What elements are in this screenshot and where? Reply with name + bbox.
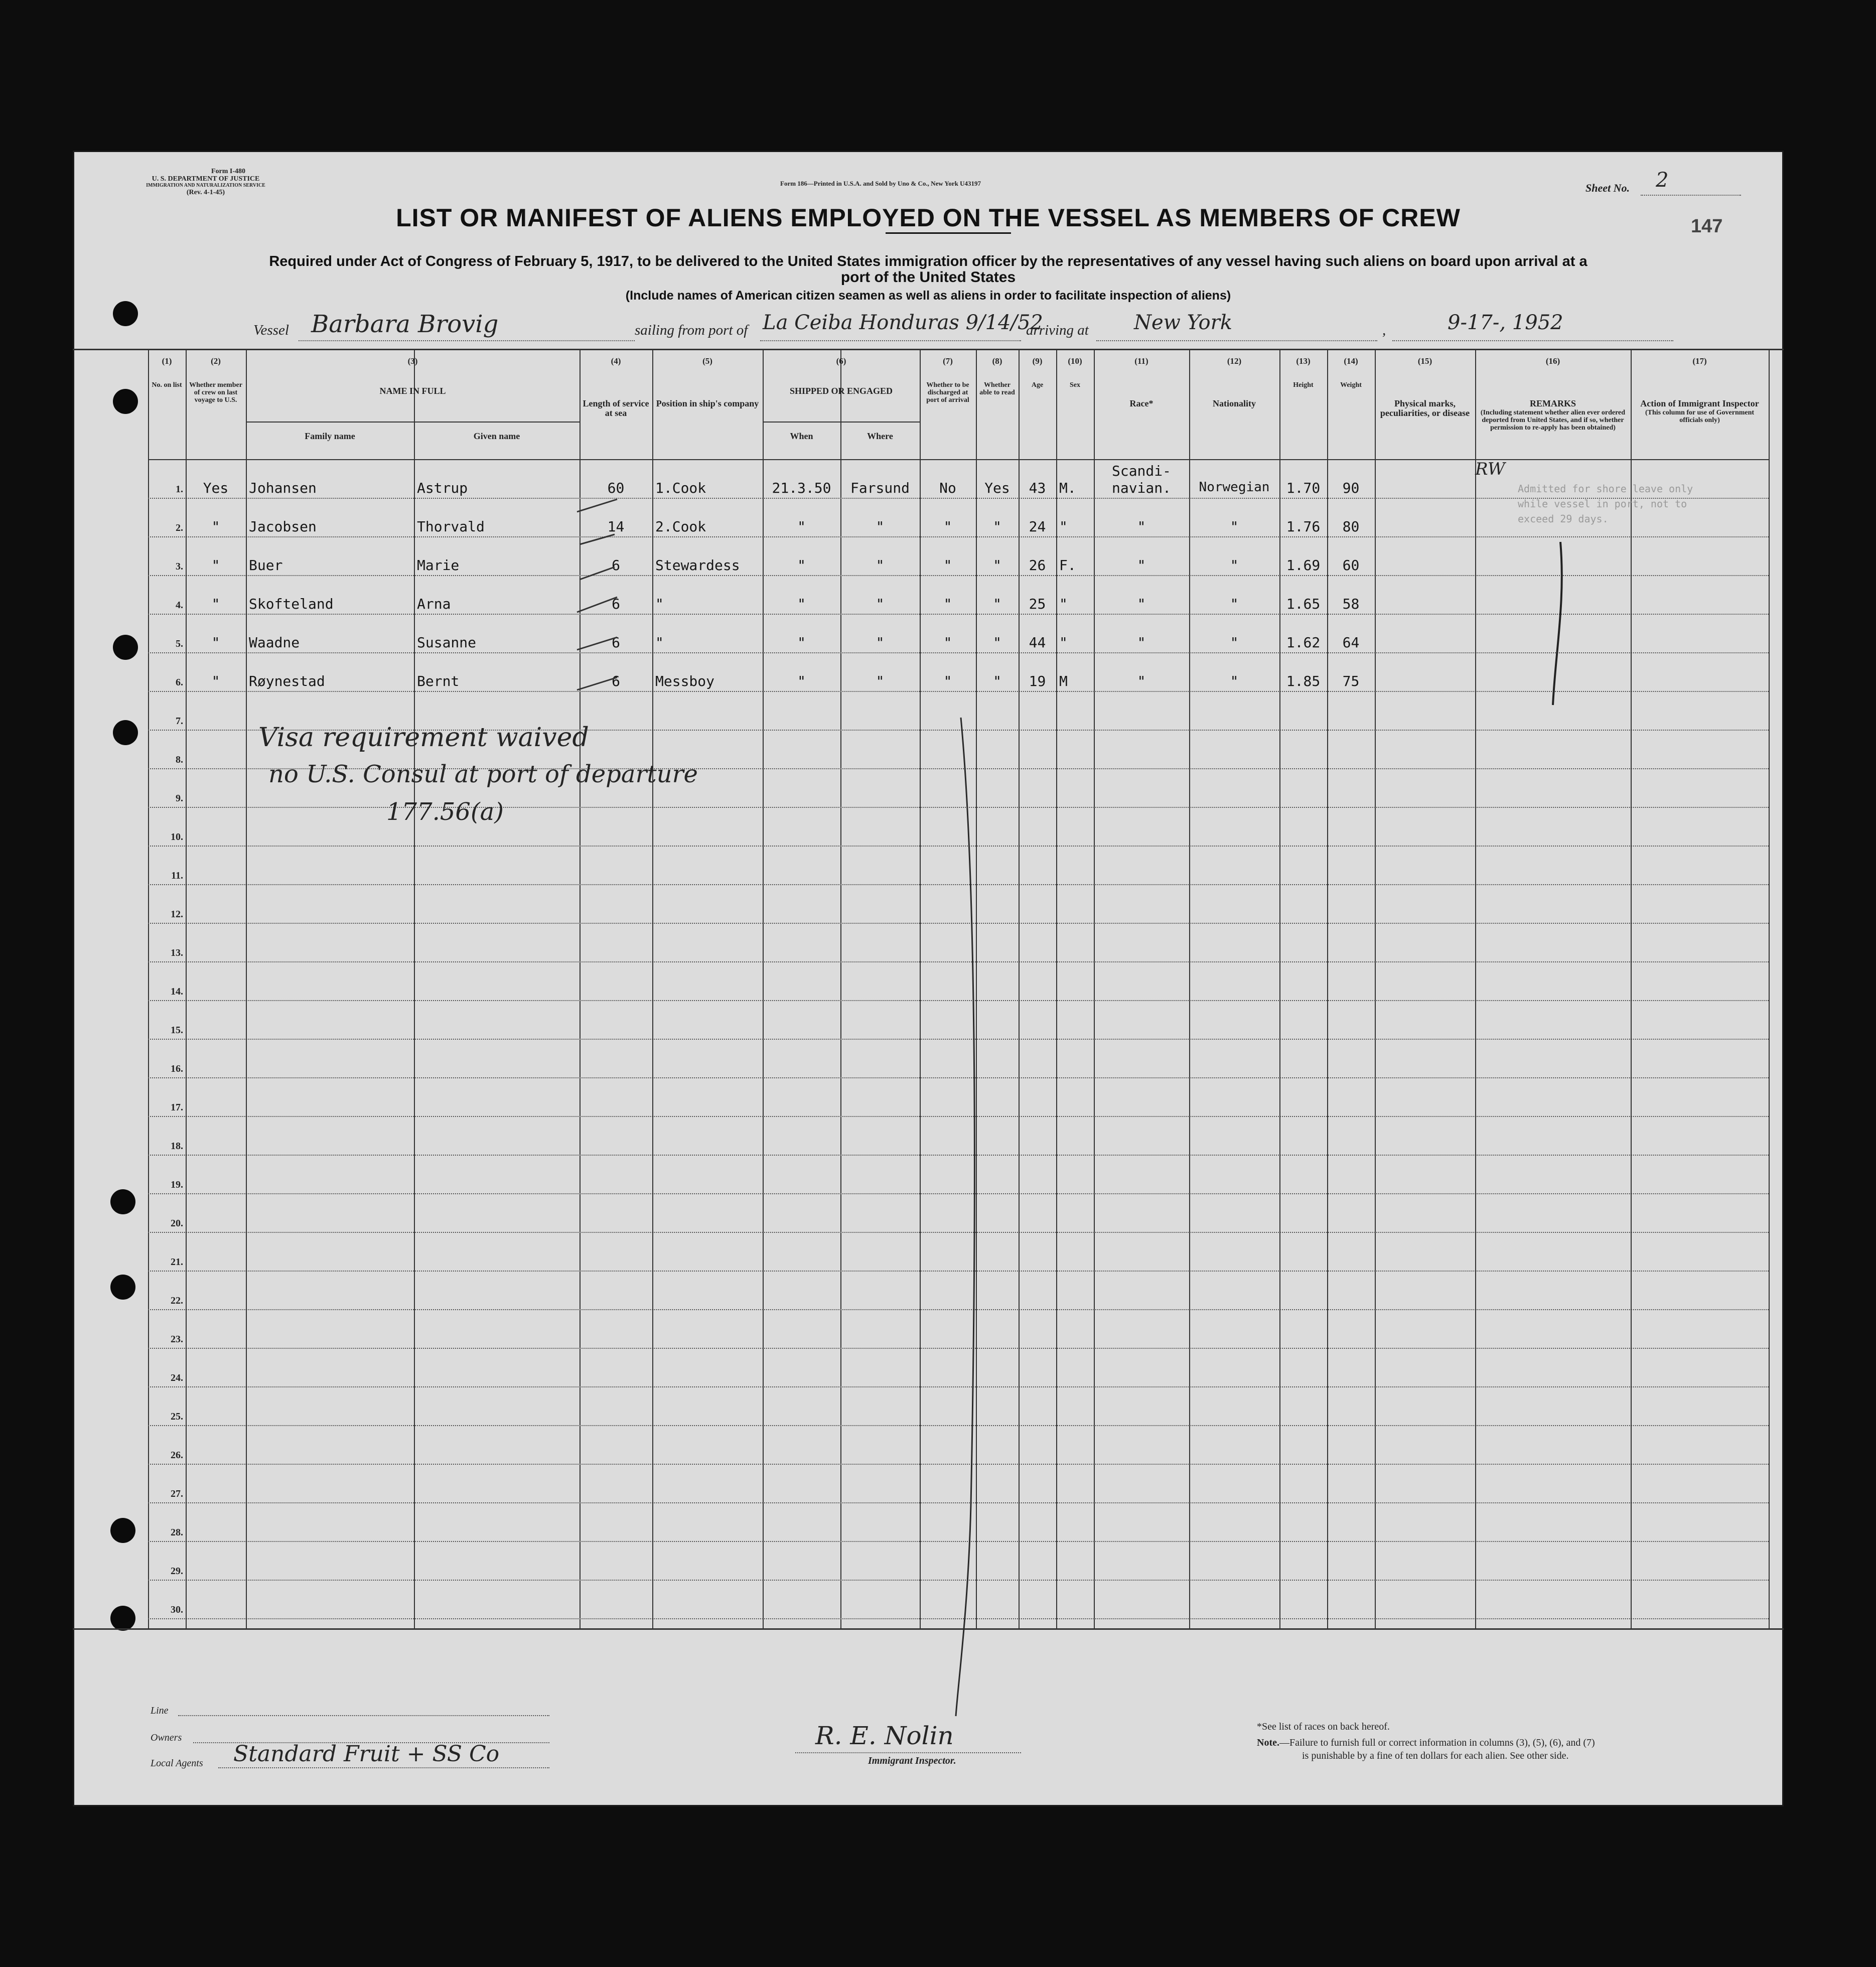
row-number: 15. bbox=[171, 1025, 183, 1036]
column-number: (14) bbox=[1344, 356, 1358, 366]
crew-cell-nationality: " bbox=[1230, 634, 1239, 651]
crew-cell-race: " bbox=[1137, 557, 1146, 574]
crew-cell-discharged: " bbox=[943, 673, 952, 689]
crew-cell-service: 60 bbox=[607, 480, 625, 496]
crew-cell-where: " bbox=[876, 634, 885, 651]
tick-mark bbox=[577, 499, 617, 512]
subtitle-note: (Include names of American citizen seamen as well as aliens in order to facilitate inspection of aliens) bbox=[625, 289, 1231, 303]
crew-cell-discharged: " bbox=[943, 557, 952, 574]
tick-mark bbox=[577, 677, 617, 690]
crew-cell-where: " bbox=[876, 557, 885, 574]
crew-cell-given: Astrup bbox=[417, 480, 468, 496]
tick-mark bbox=[580, 534, 615, 544]
crew-cell-last-voyage: " bbox=[211, 518, 220, 535]
arrival-date: 9-17-, 1952 bbox=[1448, 311, 1563, 334]
crew-cell-weight: 60 bbox=[1342, 557, 1360, 574]
legal-note bbox=[1257, 1736, 1595, 1762]
sailing-port: La Ceiba Honduras 9/14/52 bbox=[763, 311, 1043, 334]
column-sublabel: (This column for use of Government officials only) bbox=[1645, 409, 1755, 424]
crew-cell-race: " bbox=[1137, 673, 1146, 689]
crew-cell-last-voyage: " bbox=[211, 557, 220, 574]
arriving-label: arriving at bbox=[1026, 322, 1089, 338]
crew-cell-service: 6 bbox=[612, 596, 620, 612]
crew-cell-family: Waadne bbox=[249, 634, 300, 651]
crew-cell-sex: M. bbox=[1059, 480, 1076, 496]
row-number: 17. bbox=[171, 1102, 183, 1113]
handwritten-note-line-1: Visa requirement waived bbox=[258, 723, 589, 753]
vessel-label: Vessel bbox=[253, 322, 289, 338]
row-number: 10. bbox=[171, 831, 183, 842]
row-number: 8. bbox=[176, 754, 183, 765]
manifest-sheet bbox=[73, 151, 1784, 1806]
row-number: 4. bbox=[176, 600, 183, 611]
crew-cell-service: 14 bbox=[607, 518, 625, 535]
column-label: Position in ship's company bbox=[656, 398, 759, 408]
form-title: LIST OR MANIFEST OF ALIENS EMPLOYED ON THE VESSEL AS MEMBERS OF CREW bbox=[396, 204, 1461, 232]
footer-line-label: Line bbox=[151, 1705, 169, 1716]
row-number: 26. bbox=[171, 1450, 183, 1461]
service: IMMIGRATION AND NATURALIZATION SERVICE bbox=[146, 183, 265, 188]
remarks-stamp-3: exceed 29 days. bbox=[1518, 513, 1609, 525]
column-number: (15) bbox=[1417, 356, 1432, 366]
row-number: 14. bbox=[171, 986, 183, 997]
column-number: (9) bbox=[1032, 356, 1043, 366]
row-number: 5. bbox=[176, 638, 183, 649]
row-number: 13. bbox=[171, 947, 183, 958]
row-number: 6. bbox=[176, 677, 183, 688]
crew-cell-where: " bbox=[876, 596, 885, 612]
crew-cell-weight: 80 bbox=[1342, 518, 1360, 535]
column-label: Action of Immigrant Inspector bbox=[1640, 398, 1759, 408]
crew-cell-last-voyage: " bbox=[211, 596, 220, 612]
crew-cell-age: 44 bbox=[1029, 634, 1046, 651]
column-sublabel: When bbox=[790, 431, 813, 441]
footer-agents-value: Standard Fruit + SS Co bbox=[233, 1741, 500, 1767]
crew-cell-height: 1.70 bbox=[1286, 480, 1321, 496]
column-label: SHIPPED OR ENGAGED bbox=[789, 386, 893, 396]
vessel-name: Barbara Brovig bbox=[311, 310, 499, 338]
crew-cell-height: 1.65 bbox=[1286, 596, 1321, 612]
crew-cell-nationality: Norwegian bbox=[1199, 480, 1270, 495]
crew-cell-discharged: " bbox=[943, 634, 952, 651]
crew-cell-discharged: " bbox=[943, 518, 952, 535]
column-label: No. on list bbox=[152, 381, 182, 389]
row-number: 22. bbox=[171, 1295, 183, 1306]
row-number: 29. bbox=[171, 1566, 183, 1577]
crew-cell-position: Messboy bbox=[655, 673, 715, 689]
footer-agents-label: Local Agents bbox=[151, 1758, 203, 1769]
column-label: Physical marks, peculiarities, or disease bbox=[1380, 398, 1470, 418]
crew-cell-when: 21.3.50 bbox=[772, 480, 831, 496]
service-tick-marks bbox=[73, 151, 1784, 1806]
crew-cell-position: 2.Cook bbox=[655, 518, 706, 535]
tick-mark bbox=[577, 637, 617, 650]
crew-cell-service: 6 bbox=[612, 557, 620, 574]
row-number: 9. bbox=[176, 793, 183, 804]
column-number: (3) bbox=[407, 356, 418, 366]
remarks-stamp-1: Admitted for shore leave only bbox=[1518, 483, 1693, 495]
tick-mark bbox=[580, 567, 615, 580]
crew-cell-when: " bbox=[797, 596, 806, 612]
crew-cell-last-voyage: " bbox=[211, 673, 220, 689]
column-number: (1) bbox=[162, 356, 172, 366]
crew-cell-read: " bbox=[993, 673, 1001, 689]
crew-cell-given: Thorvald bbox=[417, 518, 485, 535]
column-label: Whether able to read bbox=[979, 381, 1015, 396]
crew-cell-position: " bbox=[655, 634, 664, 651]
column-label: Weight bbox=[1340, 381, 1362, 389]
crew-cell-sex: " bbox=[1059, 596, 1068, 612]
crew-cell-weight: 75 bbox=[1342, 673, 1360, 689]
row-number: 16. bbox=[171, 1063, 183, 1074]
crew-cell-where: " bbox=[876, 673, 885, 689]
crew-cell-family: Jacobsen bbox=[249, 518, 317, 535]
crew-cell-where: Farsund bbox=[850, 480, 910, 496]
column-label: REMARKS bbox=[1529, 398, 1576, 408]
crew-cell-sex: M bbox=[1059, 673, 1068, 689]
printer-note: Form 186—Printed in U.S.A. and Sold by Uno & Co., New York U43197 bbox=[780, 180, 981, 187]
arriving-port: New York bbox=[1134, 311, 1232, 334]
crew-cell-age: 26 bbox=[1029, 557, 1046, 574]
form-number: Form I-480 bbox=[211, 168, 246, 175]
subtitle-line-2: port of the United States bbox=[840, 269, 1016, 286]
crew-cell-race: " bbox=[1137, 518, 1146, 535]
crew-cell-race: " bbox=[1137, 634, 1146, 651]
row-number: 23. bbox=[171, 1334, 183, 1345]
row-number: 12. bbox=[171, 909, 183, 920]
row-number: 20. bbox=[171, 1218, 183, 1229]
page-number: 147 bbox=[1691, 216, 1723, 237]
crew-cell-nationality: " bbox=[1230, 596, 1239, 612]
column-number: (17) bbox=[1692, 356, 1707, 366]
column-number: (10) bbox=[1068, 356, 1082, 366]
row-number: 18. bbox=[171, 1141, 183, 1152]
column-sublabel: Given name bbox=[473, 431, 520, 441]
column-number: (7) bbox=[943, 356, 953, 366]
sailing-label: sailing from port of bbox=[635, 322, 748, 338]
crew-cell-nationality: " bbox=[1230, 673, 1239, 689]
row-number: 21. bbox=[171, 1256, 183, 1268]
crew-cell-weight: 90 bbox=[1342, 480, 1360, 496]
crew-cell-when: " bbox=[797, 634, 806, 651]
crew-cell-height: 1.85 bbox=[1286, 673, 1321, 689]
remarks-bracket-line bbox=[1553, 542, 1562, 705]
crew-cell-nationality: " bbox=[1230, 518, 1239, 535]
races-note: *See list of races on back hereof. bbox=[1257, 1721, 1390, 1732]
column-sublabel: (Including statement whether alien ever ordered deported from United States, and if so, whether permission to re-apply has been obtained) bbox=[1480, 409, 1626, 432]
column-label: Whether member of crew on last voyage to U.S. bbox=[189, 381, 242, 404]
row-number: 2. bbox=[176, 522, 183, 533]
column-number: (2) bbox=[211, 356, 221, 366]
column-sublabel: Where bbox=[867, 431, 893, 441]
column-sublabel: Family name bbox=[305, 431, 355, 441]
row-number: 3. bbox=[176, 561, 183, 572]
column-label: Age bbox=[1031, 381, 1044, 389]
remarks-stamp-2: while vessel in port, not to bbox=[1518, 498, 1687, 510]
crew-cell-age: 25 bbox=[1029, 596, 1046, 612]
revision: (Rev. 4-1-45) bbox=[186, 189, 225, 196]
note-text-1: —Failure to furnish full or correct information in columns (3), (5), (6), and (7) bbox=[1279, 1737, 1595, 1748]
tick-mark bbox=[577, 597, 617, 612]
crew-cell-given: Susanne bbox=[417, 634, 477, 651]
column-number: (16) bbox=[1545, 356, 1560, 366]
column-label: Race* bbox=[1129, 398, 1153, 408]
crew-cell-family: Buer bbox=[249, 557, 283, 574]
row-number: 24. bbox=[171, 1372, 183, 1383]
column-label: Nationality bbox=[1212, 398, 1256, 408]
footer-line-underline bbox=[178, 1715, 549, 1716]
note-label: Note. bbox=[1257, 1737, 1279, 1748]
footer-agents-underline bbox=[218, 1767, 549, 1768]
column-number: (5) bbox=[702, 356, 712, 366]
subtitle-line-1: Required under Act of Congress of February 5, 1917, to be delivered to the United States immigration officer by the representatives of any vessel having such aliens on board upon arrival at a bbox=[269, 253, 1588, 269]
sheet-number: 2 bbox=[1656, 169, 1669, 192]
department: U. S. DEPARTMENT OF JUSTICE bbox=[152, 175, 260, 183]
handwritten-note-line-3: 177.56(a) bbox=[386, 798, 504, 826]
remarks-initials: RW bbox=[1475, 459, 1505, 479]
row-number: 30. bbox=[171, 1604, 183, 1615]
inspector-underline bbox=[795, 1752, 1021, 1753]
crew-cell-given: Bernt bbox=[417, 673, 460, 689]
column-label: Height bbox=[1293, 381, 1314, 389]
crew-cell-given: Marie bbox=[417, 557, 460, 574]
column-number: (13) bbox=[1296, 356, 1311, 366]
column-label: Sex bbox=[1070, 381, 1080, 389]
crew-cell-last-voyage: " bbox=[211, 634, 220, 651]
column-label: NAME IN FULL bbox=[379, 386, 446, 396]
crew-cell-given: Arna bbox=[417, 596, 451, 612]
crew-cell-service: 6 bbox=[612, 673, 620, 689]
crew-cell-family: Skofteland bbox=[249, 596, 334, 612]
column-label: Length of service at sea bbox=[583, 398, 649, 418]
crew-cell-sex: F. bbox=[1059, 557, 1076, 574]
column-number: (6) bbox=[836, 356, 846, 366]
crew-cell-family: Johansen bbox=[249, 480, 317, 496]
crew-cell-when: " bbox=[797, 518, 806, 535]
crew-cell-discharged: No bbox=[939, 480, 956, 496]
crew-cell-weight: 64 bbox=[1342, 634, 1360, 651]
row-number: 7. bbox=[176, 716, 183, 727]
crew-cell-read: Yes bbox=[984, 480, 1010, 496]
crew-cell-position: " bbox=[655, 596, 664, 612]
crew-cell-discharged: " bbox=[943, 596, 952, 612]
crew-cell-read: " bbox=[993, 557, 1001, 574]
column-number: (12) bbox=[1227, 356, 1242, 366]
crew-cell-weight: 58 bbox=[1342, 596, 1360, 612]
long-vertical-stroke bbox=[956, 718, 974, 1716]
crew-cell-height: 1.69 bbox=[1286, 557, 1321, 574]
crew-cell-age: 19 bbox=[1029, 673, 1046, 689]
crew-cell-sex: " bbox=[1059, 634, 1068, 651]
column-number: (8) bbox=[992, 356, 1002, 366]
row-number: 1. bbox=[176, 484, 183, 495]
crew-cell-read: " bbox=[993, 634, 1001, 651]
crew-cell-position: Stewardess bbox=[655, 557, 740, 574]
crew-cell-age: 43 bbox=[1029, 480, 1046, 496]
row-number: 25. bbox=[171, 1411, 183, 1422]
column-number: (11) bbox=[1134, 356, 1148, 366]
crew-cell-sex: " bbox=[1059, 518, 1068, 535]
column-number: (4) bbox=[611, 356, 621, 366]
sheet-label: Sheet No. bbox=[1585, 182, 1630, 194]
row-number: 27. bbox=[171, 1488, 183, 1499]
crew-cell-race: " bbox=[1137, 596, 1146, 612]
inspector-label: Immigrant Inspector. bbox=[868, 1755, 956, 1766]
crew-cell-service: 6 bbox=[612, 634, 620, 651]
crew-cell-height: 1.76 bbox=[1286, 518, 1321, 535]
crew-cell-height: 1.62 bbox=[1286, 634, 1321, 651]
crew-cell-family: Røynestad bbox=[249, 673, 325, 689]
date-comma: , bbox=[1382, 322, 1386, 338]
row-number: 11. bbox=[171, 870, 183, 881]
crew-cell-when: " bbox=[797, 557, 806, 574]
crew-cell-age: 24 bbox=[1029, 518, 1046, 535]
crew-cell-read: " bbox=[993, 518, 1001, 535]
row-number: 19. bbox=[171, 1179, 183, 1190]
note-text-2: is punishable by a fine of ten dollars for each alien. See other side. bbox=[1302, 1750, 1569, 1761]
inspector-signature: R. E. Nolin bbox=[815, 1721, 954, 1750]
crew-cell-race: Scandi- navian. bbox=[1111, 463, 1171, 496]
column-label: Whether to be discharged at port of arrival bbox=[926, 381, 969, 404]
crew-cell-where: " bbox=[876, 518, 885, 535]
handwritten-note-line-2: no U.S. Consul at port of departure bbox=[268, 760, 698, 788]
crew-cell-position: 1.Cook bbox=[655, 480, 706, 496]
row-number: 28. bbox=[171, 1527, 183, 1538]
crew-cell-last-voyage: Yes bbox=[203, 480, 229, 496]
crew-cell-nationality: " bbox=[1230, 557, 1239, 574]
crew-cell-when: " bbox=[797, 673, 806, 689]
crew-cell-read: " bbox=[993, 596, 1001, 612]
footer-owners-label: Owners bbox=[151, 1732, 182, 1743]
